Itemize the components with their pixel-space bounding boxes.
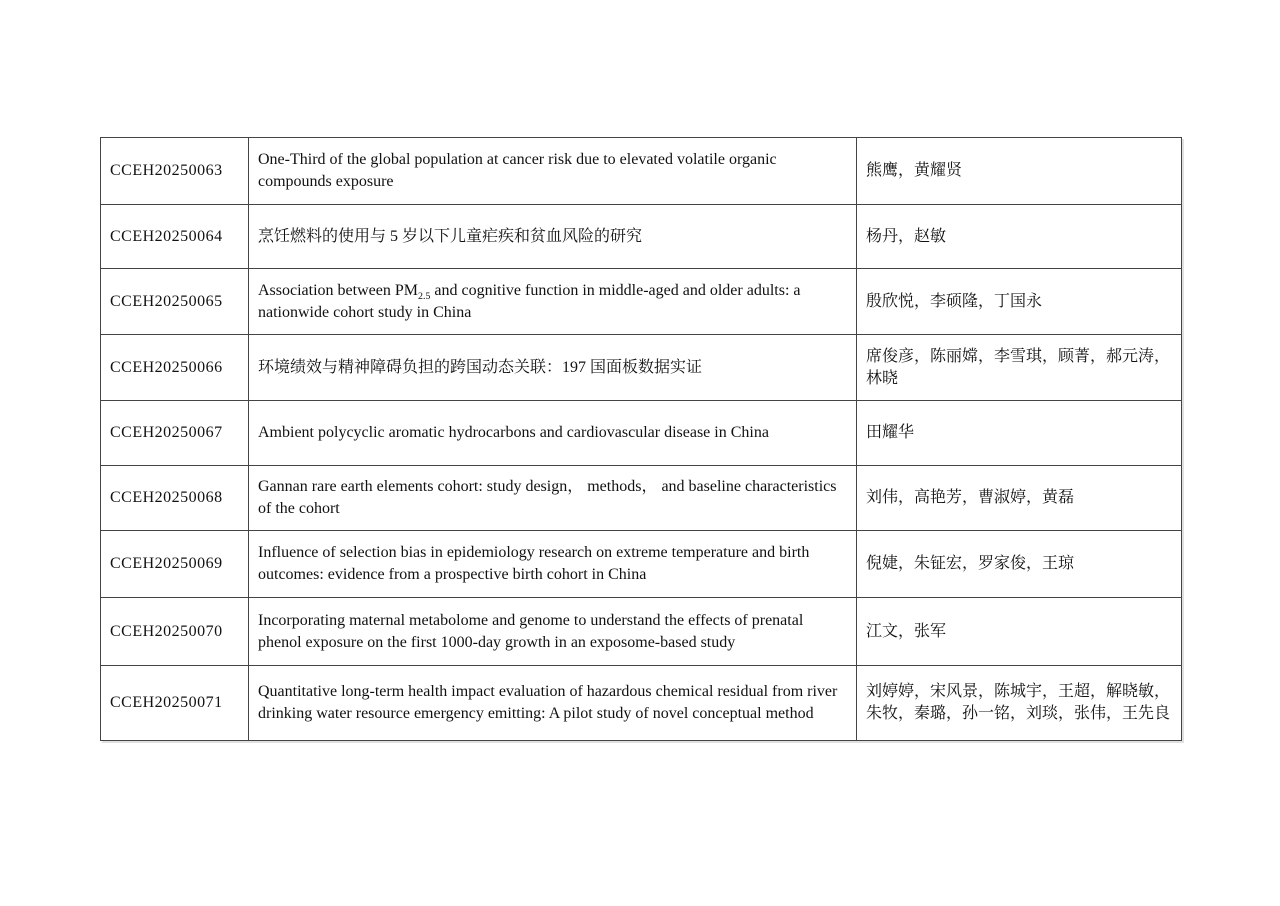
manuscript-title-cell <box>249 335 857 401</box>
authors-cell <box>857 531 1182 598</box>
authors-text: 江文，张军 <box>866 622 947 640</box>
title-text: and cognitive function in middle-aged and older adults: a nationwide cohort study in China <box>258 281 801 321</box>
manuscript-id-cell <box>101 666 249 741</box>
authors-cell <box>857 138 1182 205</box>
table-row <box>101 531 1182 598</box>
manuscript-id: CCEH20250064 <box>110 227 223 245</box>
authors-text: 田耀华 <box>866 424 915 441</box>
table-row <box>101 205 1182 269</box>
manuscript-id: CCEH20250063 <box>110 162 223 179</box>
table-row <box>101 138 1182 205</box>
authors-cell <box>857 335 1182 401</box>
manuscript-id: CCEH20250065 <box>110 292 223 310</box>
title-text: Gannan rare earth elements cohort: study design， methods， and baseline characteristics of the cohort <box>258 478 837 517</box>
authors-text: 刘婷婷，宋风景，陈城宇，王超，解晓敏，朱牧，秦璐，孙一铭，刘琰，张伟，王先良 <box>866 683 1171 722</box>
title-text: Incorporating maternal metabolome and genome to understand the effects of prenatal phenol exposure on the first 1000-day growth in an exposome-based study <box>258 611 804 651</box>
title-text: Quantitative long-term health impact evaluation of hazardous chemical residual from river drinking water resource emergency emitting: A pilot study of novel conceptual method <box>258 683 838 722</box>
title-text: One-Third of the global population at cancer risk due to elevated volatile organic compounds exposure <box>258 151 777 190</box>
manuscript-table <box>100 137 1182 741</box>
authors-text: 刘伟，高艳芳，曹淑婷，黄磊 <box>866 489 1075 506</box>
title-text: Influence of selection bias in epidemiology research on extreme temperature and birth outcomes: evidence from a prospective birth cohort in China <box>258 544 810 583</box>
manuscript-title-cell <box>249 205 857 269</box>
table-row <box>101 666 1182 741</box>
manuscript-title-cell <box>249 269 857 335</box>
title-text: 烹饪燃料的使用与 5 岁以下儿童疟疾和贫血风险的研究 <box>258 227 643 245</box>
manuscript-title-cell <box>249 138 857 205</box>
manuscript-id: CCEH20250067 <box>110 424 223 441</box>
manuscript-id-cell <box>101 401 249 466</box>
manuscript-title-cell <box>249 598 857 666</box>
authors-cell <box>857 598 1182 666</box>
table-row <box>101 598 1182 666</box>
manuscript-id-cell <box>101 466 249 531</box>
authors-text: 殷欣悦，李硕隆，丁国永 <box>866 292 1043 310</box>
title-text: Ambient polycyclic aromatic hydrocarbons and cardiovascular disease in China <box>258 424 769 441</box>
manuscript-id-cell <box>101 598 249 666</box>
title-text: Association between PM <box>258 281 418 299</box>
title-subscript: 2.5 <box>417 290 431 302</box>
manuscript-id-cell <box>101 335 249 401</box>
manuscript-id-cell <box>101 205 249 269</box>
authors-cell <box>857 205 1182 269</box>
table-body <box>101 138 1182 741</box>
manuscript-id-cell <box>101 138 249 205</box>
table-row <box>101 401 1182 466</box>
authors-text: 倪婕，朱钲宏，罗家俊，王琼 <box>866 555 1075 572</box>
authors-text: 杨丹，赵敏 <box>866 227 947 245</box>
manuscript-id-cell <box>101 531 249 598</box>
manuscript-id: CCEH20250070 <box>110 622 223 640</box>
title-text: 环境绩效与精神障碍负担的跨国动态关联：197 国面板数据实证 <box>258 358 703 376</box>
manuscript-title-cell <box>249 466 857 531</box>
manuscript-title-cell <box>249 666 857 741</box>
authors-text: 席俊彦，陈丽嫦，李雪琪，顾菁，郝元涛，林晓 <box>866 347 1171 387</box>
authors-cell <box>857 401 1182 466</box>
manuscript-id: CCEH20250068 <box>110 489 223 506</box>
manuscript-id: CCEH20250066 <box>110 358 223 376</box>
authors-cell <box>857 666 1182 741</box>
authors-cell <box>857 466 1182 531</box>
manuscript-id: CCEH20250071 <box>110 694 223 711</box>
table-row <box>101 269 1182 335</box>
authors-cell <box>857 269 1182 335</box>
manuscript-title-cell <box>249 531 857 598</box>
table-row <box>101 335 1182 401</box>
manuscript-title-cell <box>249 401 857 466</box>
manuscript-id: CCEH20250069 <box>110 555 223 572</box>
authors-text: 熊鹰，黄耀贤 <box>866 162 963 179</box>
table-row <box>101 466 1182 531</box>
manuscript-id-cell <box>101 269 249 335</box>
